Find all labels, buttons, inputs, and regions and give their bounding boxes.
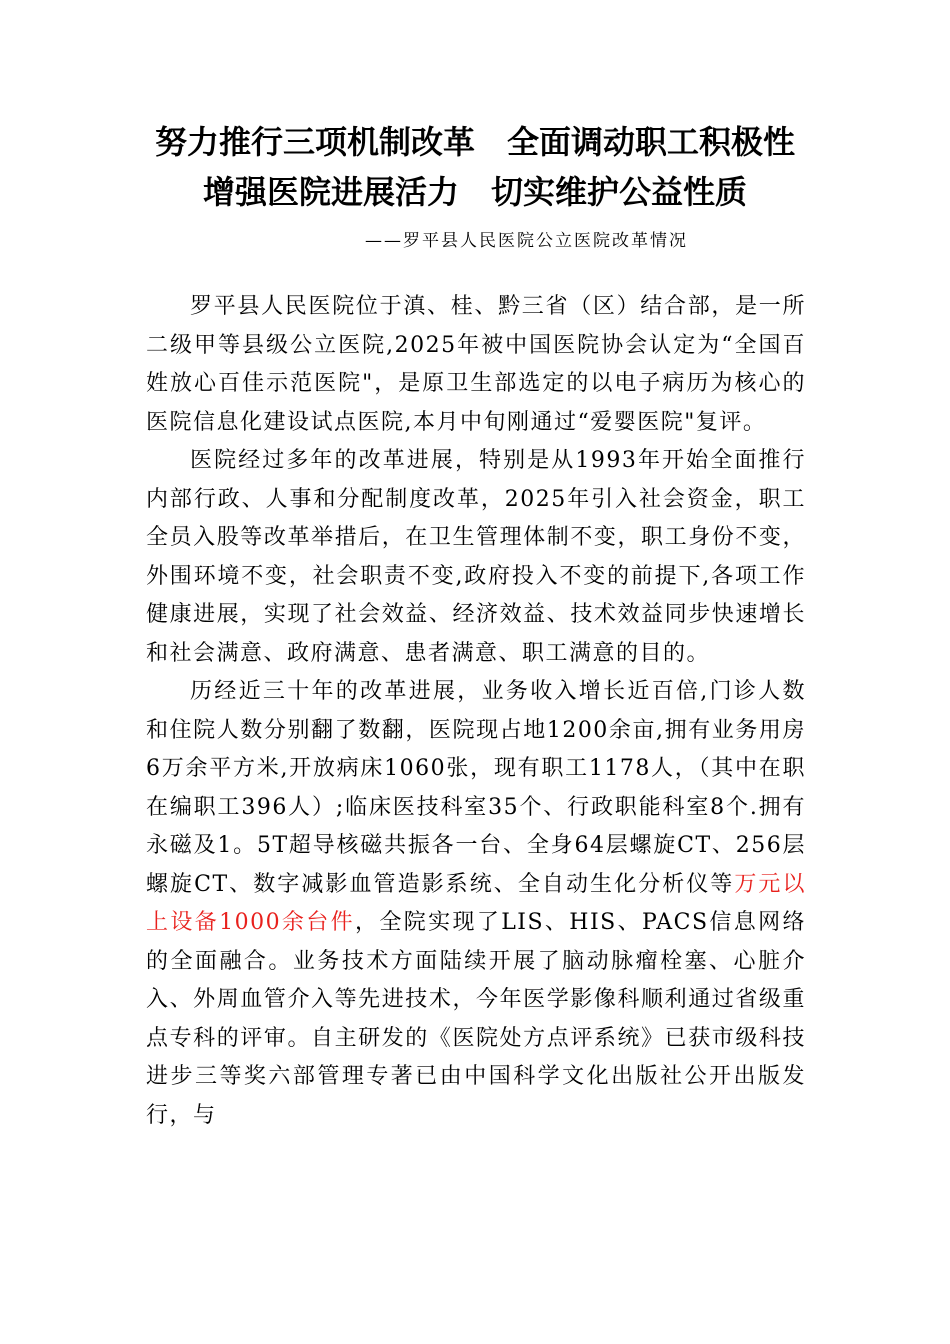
title-line-1: 努力推行三项机制改革 全面调动职工积极性: [154, 123, 795, 161]
paragraph-3: [146, 673, 806, 1135]
body-text: [146, 288, 806, 1135]
paragraph-1: 罗平县人民医院位于滇、桂、黔三省（区）结合部，是一所二级甲等县级公立医院,2025年被中国医院协会认定为“全国百姓放心百佳示范医院"，是原卫生部选定的以电子病历为核心的医院信息化建设试点医院,本月中旬刚通过“爱婴医院"复评。: [146, 294, 806, 435]
subtitle: ——罗平县人民医院公立医院改革情况: [365, 231, 688, 251]
paragraph-3-text-before: 历经近三十年的改革进展，业务收入增长近百倍,门诊人数和住院人数分别翻了数翻，医院现占地1200余亩,拥有业务用房6万余平方米,开放病床1060张，现有职工1178人，（其中在职在编职工396人）;临床医技科室35个、行政职能科室8个.拥有永磁及1。5T超导核磁共振各一台、全身64层螺旋CT、256层螺旋CT、数字减影血管造影系统、全自动生化分析仪等: [146, 679, 806, 897]
highlighted-equipment-text: 万元以上设备1000余台件: [146, 871, 806, 935]
paragraph-2: 医院经过多年的改革进展，特别是从1993年开始全面推行内部行政、人事和分配制度改革，2025年引入社会资金，职工全员入股等改革举措后，在卫生管理体制不变，职工身份不变，外围环境不变，社会职责不变,政府投入不变的前提下,各项工作健康进展，实现了社会效益、经济效益、技术效益同步快速增长和社会满意、政府满意、患者满意、职工满意的目的。: [146, 448, 806, 666]
paragraph-3-text-after: ，全院实现了LIS、HIS、PACS信息网络的全面融合。业务技术方面陆续开展了脑动脉瘤栓塞、心脏介入、外周血管介入等先进技术，今年医学影像科顺利通过省级重点专科的评审。自主研发的《医院处方点评系统》已获市级科技进步三等奖六部管理专著已由中国科学文化出版社公开出版发行，与: [146, 910, 806, 1128]
title-line-2: 增强医院进展活力 切实维护公益性质: [202, 173, 747, 211]
